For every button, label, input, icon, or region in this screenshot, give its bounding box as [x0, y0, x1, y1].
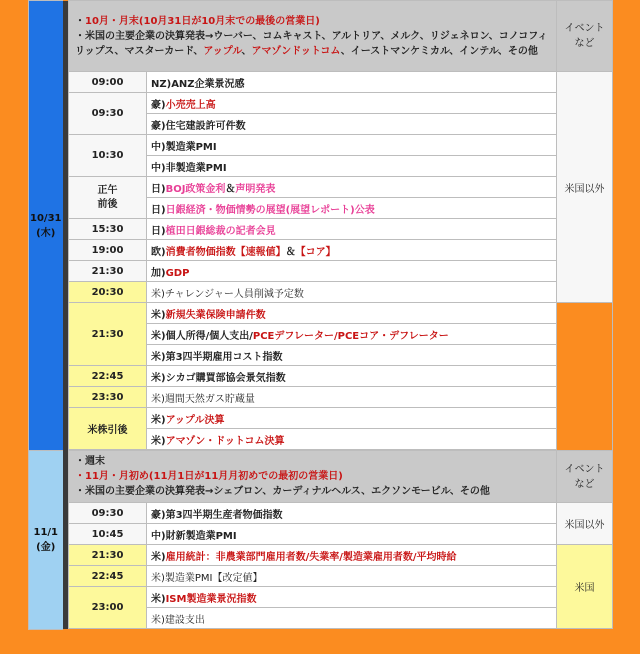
event-text: 豪)住宅建設許可件数: [151, 120, 246, 132]
event-row: [147, 114, 557, 135]
event-row: [147, 408, 557, 429]
time-cell: 20:30: [69, 282, 147, 303]
event-prefix: 米): [151, 414, 166, 426]
event-prefix: 米)個人所得/個人支出/: [151, 330, 253, 342]
event-highlight: アップル決算: [165, 414, 225, 426]
weekday-label: (木): [36, 227, 56, 239]
time-cell: 21:30: [69, 303, 147, 366]
time-cell: 15:30: [69, 219, 147, 240]
event-highlight: GDP: [165, 267, 190, 279]
separator: ＆: [225, 183, 236, 195]
event-prefix: 米): [151, 435, 166, 447]
event-row: [147, 177, 557, 198]
spacer: [69, 629, 613, 630]
region-events-day2: イベント など: [557, 451, 613, 503]
event-prefix: 米): [151, 309, 166, 321]
event-row: [147, 345, 557, 366]
event-row: [147, 429, 557, 450]
event-row: [147, 72, 557, 93]
event-text: 米)第3四半期雇用コスト指数: [151, 351, 283, 363]
event-row: [147, 261, 557, 282]
earnings-note: ・米国の主要企業の決算発表→シェブロン、カーディナルヘルス、エクソンモービル、その他: [75, 486, 490, 497]
event-row: [147, 219, 557, 240]
time-cell: 21:30: [69, 261, 147, 282]
event-text: 米)建設支出: [151, 614, 205, 626]
event-prefix: 日): [151, 183, 166, 195]
event-row: [147, 324, 557, 345]
event-prefix: 米): [151, 551, 166, 563]
event-highlight: 新規失業保険申請件数: [165, 309, 266, 321]
event-row: [147, 303, 557, 324]
event-text: 米)週間天然ガス貯蔵量: [151, 393, 255, 405]
event-row: [147, 240, 557, 261]
event-highlight: 小売売上高: [165, 99, 216, 111]
event-prefix: 米): [151, 593, 166, 605]
economic-calendar: [28, 0, 612, 654]
date-cell-day1: [29, 1, 63, 451]
weekday-label: (金): [36, 541, 56, 553]
event-highlight: 消費者物価指数【速報値】: [165, 246, 286, 258]
region-nonus-day2: 米国以外: [557, 503, 613, 545]
event-row: [147, 135, 557, 156]
event-prefix: 加): [151, 267, 166, 279]
event-row: [147, 587, 557, 608]
event-row: [147, 503, 557, 524]
event-highlight: 雇用統計：非農業部門雇用者数/失業率/製造業雇用者数/平均時給: [165, 551, 457, 563]
event-row: [147, 566, 557, 587]
event-row: [147, 524, 557, 545]
event-prefix: 日): [151, 204, 166, 216]
event-row: [147, 282, 557, 303]
month-end-note: 10月・月末(10月31日が10月末での最後の営業日): [85, 15, 320, 27]
time-cell: 22:45: [69, 366, 147, 387]
amazon-highlight: アマゾンドットコム: [251, 45, 341, 57]
earnings-note: ・米国の主要企業の決算発表→ウーバー、コムキャスト、アルトリア、メルク、リジェネロン、コノコフィリップス、マスターカード、: [75, 30, 548, 57]
earnings-note-suffix: 、イーストマンケミカル、インテル、その他: [340, 45, 538, 57]
event-row: [147, 387, 557, 408]
event-text: 米)シカゴ購買部協会景気指数: [151, 372, 286, 384]
event-highlight: アマゾン・ドットコム決算: [165, 435, 285, 447]
event-text: 中)製造業PMI: [151, 141, 217, 153]
date-cell-day2: [29, 451, 63, 630]
time-cell: 正午 前後: [69, 177, 147, 219]
region-nonus-day1: 米国以外: [557, 72, 613, 303]
time-cell: 10:45: [69, 524, 147, 545]
calendar-table: [28, 0, 613, 630]
event-highlight: BOJ政策金利: [165, 183, 226, 195]
footer-band: [28, 639, 612, 654]
event-highlight: 植田日銀総裁の記者会見: [165, 225, 276, 237]
time-cell: 09:30: [69, 503, 147, 524]
event-row: [147, 93, 557, 114]
event-row: [147, 198, 557, 219]
separator: ＆: [285, 246, 296, 258]
apple-highlight: アップル: [203, 45, 242, 57]
event-row: [147, 608, 557, 629]
event-highlight: ISM製造業景況指数: [165, 593, 257, 605]
event-highlight: 日銀経済・物価情勢の展望(展望レポート)公表: [165, 204, 375, 216]
event-prefix: 欧): [151, 246, 166, 258]
date-label: 10/31: [30, 212, 62, 224]
time-cell: 22:45: [69, 566, 147, 587]
event-text: 中)財新製造業PMI: [151, 530, 237, 542]
event-row: [147, 545, 557, 566]
time-cell: 23:30: [69, 387, 147, 408]
event-row: [147, 156, 557, 177]
event-text: 中)非製造業PMI: [151, 162, 227, 174]
time-cell: 21:30: [69, 545, 147, 566]
event-text: 米)製造業PMI【改定値】: [151, 572, 263, 584]
event-notes-day1: [69, 1, 557, 72]
event-row: [147, 366, 557, 387]
event-text: 米)チャレンジャー人員削減予定数: [151, 288, 304, 300]
separator: 、: [241, 45, 252, 57]
event-text: NZ)ANZ企業景況感: [151, 78, 245, 90]
event-prefix: 日): [151, 225, 166, 237]
event-highlight: PCEデフレーター/PCEコア・デフレーター: [252, 330, 449, 342]
time-cell: 19:00: [69, 240, 147, 261]
bullet: ・: [75, 15, 85, 27]
event-highlight: 【コア】: [295, 246, 336, 258]
event-highlight: 声明発表: [235, 183, 276, 195]
time-cell: 米株引後: [69, 408, 147, 450]
date-label: 11/1: [33, 526, 59, 538]
time-cell: 09:30: [69, 93, 147, 135]
event-notes-day2: [69, 451, 557, 503]
time-cell: 23:00: [69, 587, 147, 629]
region-events-day1: イベント など: [557, 1, 613, 72]
time-cell: 09:00: [69, 72, 147, 93]
month-start-note: ・11月・月初め(11月1日が11月月初めでの最初の営業日): [75, 471, 343, 482]
time-cell: 10:30: [69, 135, 147, 177]
weekend-note: ・週末: [75, 456, 105, 467]
event-prefix: 豪): [151, 99, 166, 111]
event-text: 豪)第3四半期生産者物価指数: [151, 509, 283, 521]
region-us-day2: 米国: [557, 545, 613, 629]
